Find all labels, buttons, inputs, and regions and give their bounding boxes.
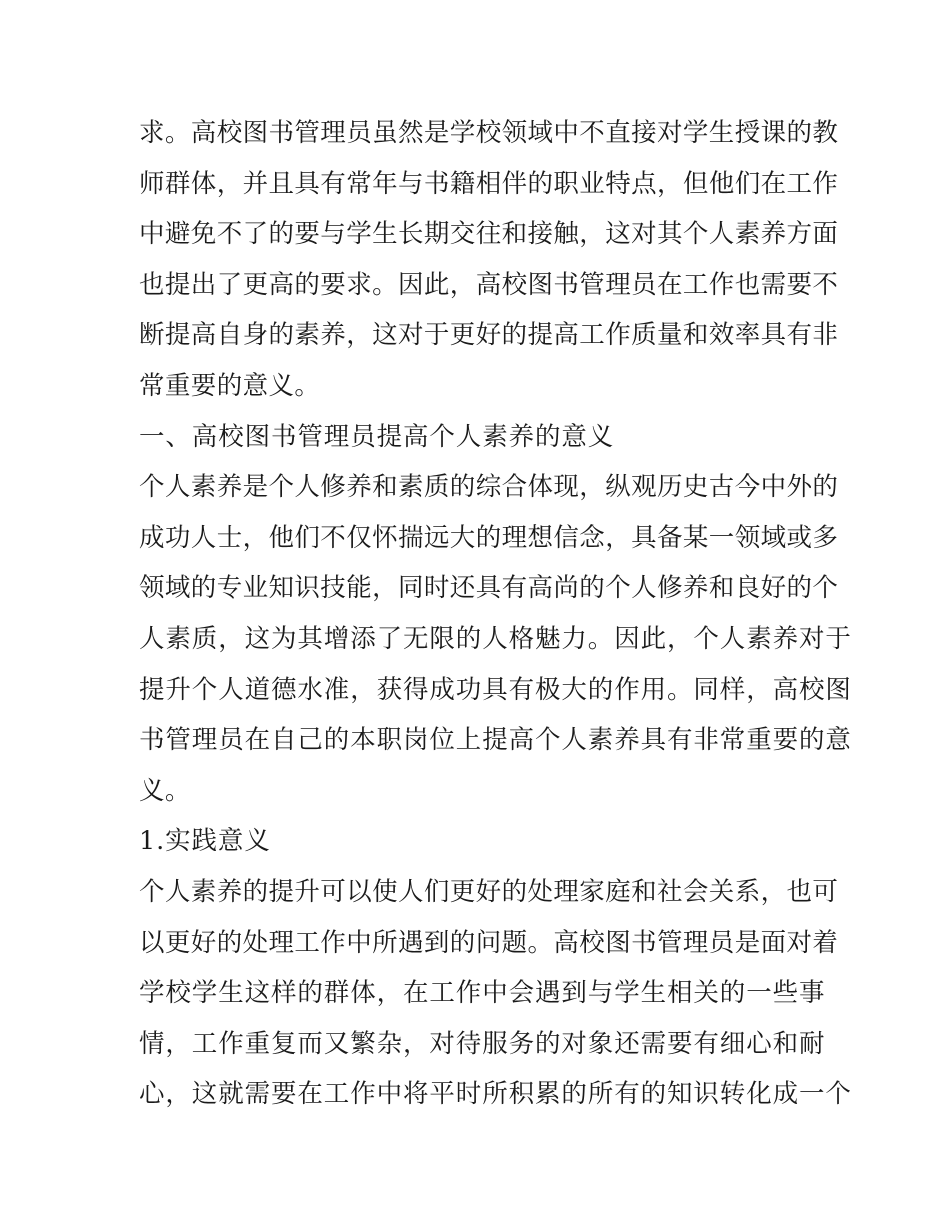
text-line: 也提出了更高的要求。因此，高校图书管理员在工作也需要不 bbox=[139, 269, 839, 300]
text-line: 领域的专业知识技能，同时还具有高尚的个人修养和良好的个 bbox=[139, 573, 839, 604]
text-line: 师群体，并且具有常年与书籍相伴的职业特点，但他们在工作 bbox=[139, 168, 839, 199]
text-line: 心，这就需要在工作中将平时所积累的所有的知识转化成一个 bbox=[139, 1079, 852, 1110]
text-line: 中避免不了的要与学生长期交往和接触，这对其个人素养方面 bbox=[139, 219, 839, 250]
text-line: 学校学生这样的群体，在工作中会遇到与学生相关的一些事 bbox=[139, 978, 826, 1009]
text-line: 书管理员在自己的本职岗位上提高个人素养具有非常重要的意 bbox=[139, 725, 852, 756]
text-line: 常重要的意义。 bbox=[139, 370, 321, 401]
section-heading: 一、高校图书管理员提高个人素养的意义 bbox=[139, 421, 615, 452]
text-line: 人素质，这为其增添了无限的人格魅力。因此，个人素养对于 bbox=[139, 623, 852, 654]
text-line: 求。高校图书管理员虽然是学校领域中不直接对学生授课的教 bbox=[139, 118, 839, 148]
text-line: 断提高自身的素养，这对于更好的提高工作质量和效率具有非 bbox=[139, 320, 839, 351]
text-line: 以更好的处理工作中所遇到的问题。高校图书管理员是面对着 bbox=[139, 927, 839, 958]
text-line: 成功人士，他们不仅怀揣远大的理想信念，具备某一领域或多 bbox=[139, 522, 839, 553]
text-line: 义。 bbox=[139, 775, 191, 806]
subsection-heading: 1.实践意义 bbox=[139, 826, 271, 857]
text-line: 个人素养是个人修养和素质的综合体现，纵观历史古今中外的 bbox=[139, 472, 839, 503]
text-line: 提升个人道德水准，获得成功具有极大的作用。同样，高校图 bbox=[139, 674, 852, 705]
text-line: 情，工作重复而又繁杂，对待服务的对象还需要有细心和耐 bbox=[139, 1028, 826, 1059]
text-line: 个人素养的提升可以使人们更好的处理家庭和社会关系，也可 bbox=[139, 876, 839, 907]
body-text bbox=[139, 108, 852, 1120]
